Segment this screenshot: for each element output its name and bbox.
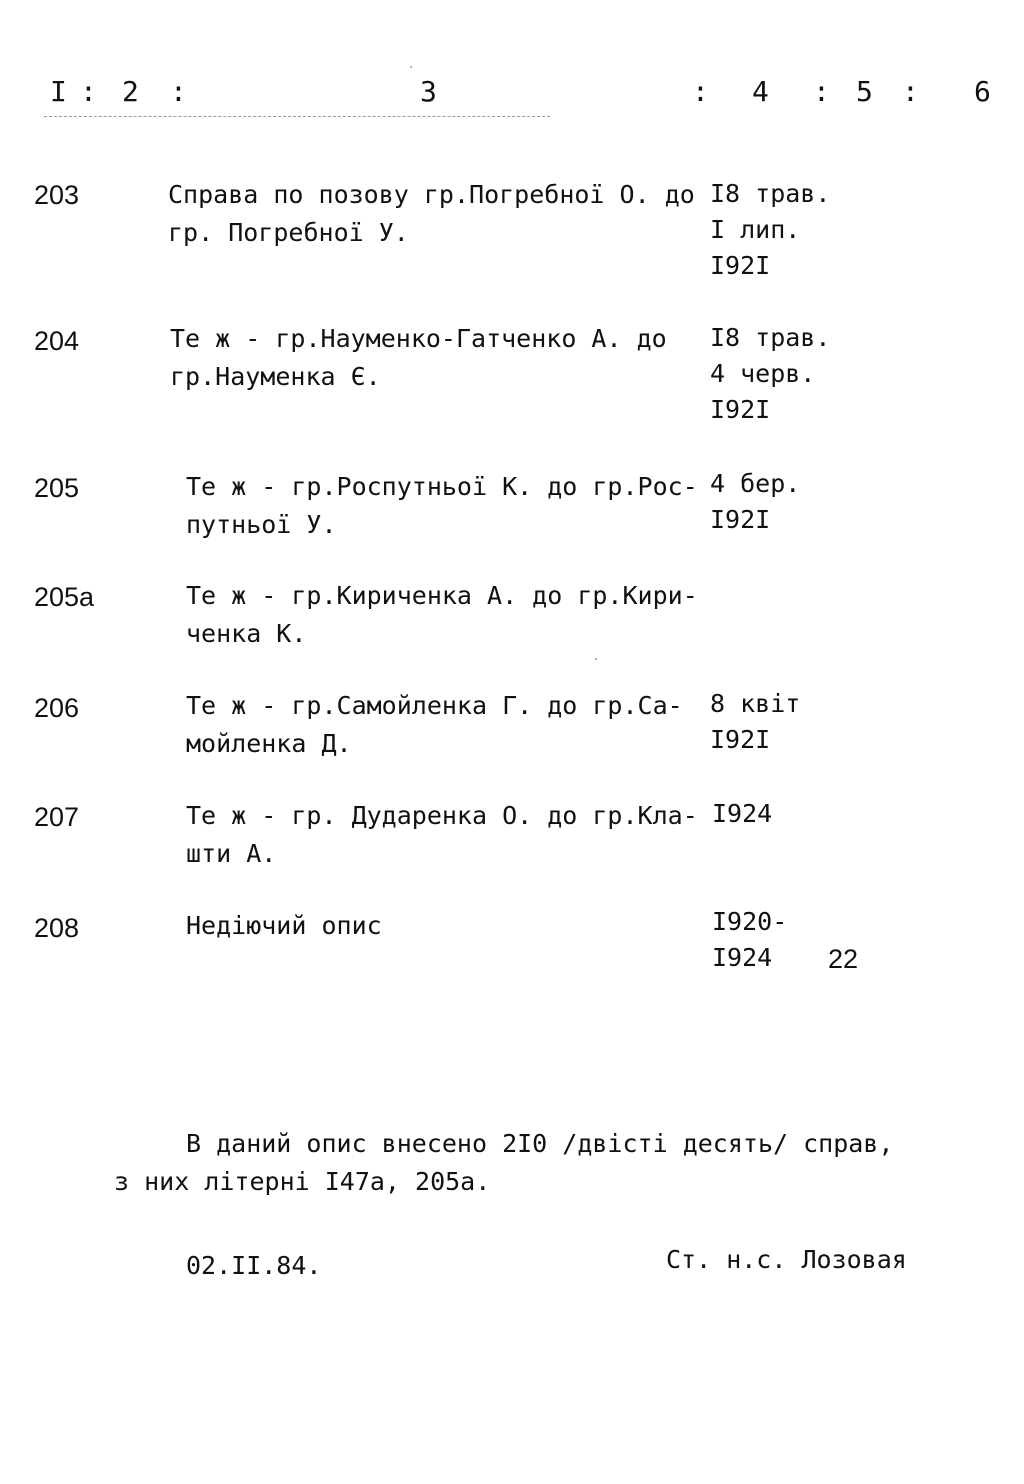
header-underline — [44, 116, 550, 117]
document-date: 02.II.84. — [186, 1251, 322, 1280]
column-5-label: 5 — [856, 75, 873, 108]
column-4-label: 4 — [752, 75, 769, 108]
row-page-count: 22 — [828, 944, 859, 974]
summary-line: з них літерні I47а, 205а. — [114, 1167, 491, 1196]
row-dates — [712, 904, 787, 976]
row-dates — [712, 796, 772, 832]
row-number: 204 — [34, 326, 80, 356]
description-line: Те ж - гр. Дударенка О. до гр.Кла- — [186, 801, 698, 830]
signature: Ст. н.с. Лозовая — [666, 1245, 907, 1274]
row-description — [186, 468, 698, 544]
date-line: I924 — [712, 799, 773, 828]
date-line: I92I — [710, 251, 771, 280]
column-2-label: 2 — [122, 75, 139, 108]
column-separator: : — [902, 75, 919, 108]
date-line: I8 трав. — [710, 323, 831, 352]
description-line: Те ж - гр.Науменко-Гатченко А. до — [170, 324, 667, 353]
date-line: I8 трав. — [710, 179, 831, 208]
description-line: Те ж - гр.Кириченка А. до гр.Кири- — [186, 581, 698, 610]
description-line: гр.Науменка Є. — [170, 362, 381, 391]
row-description — [186, 797, 698, 873]
row-description — [168, 176, 695, 252]
scan-speck — [595, 658, 597, 660]
row-number: 205а — [34, 582, 95, 612]
column-separator: : — [80, 75, 97, 108]
date-line: I924 — [712, 943, 773, 972]
row-number: 206 — [34, 693, 80, 723]
column-1-label: I — [50, 75, 67, 108]
date-line: I92I — [710, 505, 771, 534]
row-number: 208 — [34, 913, 80, 943]
row-dates — [710, 320, 830, 428]
description-line: шти А. — [186, 839, 277, 868]
description-line: Те ж - гр.Роспутньої К. до гр.Рос- — [186, 472, 698, 501]
column-separator: : — [813, 75, 830, 108]
date-line: I92I — [710, 395, 771, 424]
scan-speck — [410, 66, 412, 68]
description-line: путньої У. — [186, 510, 337, 539]
description-line: Те ж - гр.Самойленка Г. до гр.Са- — [186, 691, 683, 720]
description-line: Недіючий опис — [186, 911, 382, 940]
description-line: гр. Погребної У. — [168, 218, 409, 247]
row-number: 203 — [34, 180, 80, 210]
column-6-label: 6 — [974, 75, 991, 108]
row-dates — [710, 176, 830, 284]
description-line: Справа по позову гр.Погребної О. до — [168, 180, 695, 209]
row-dates — [710, 686, 800, 758]
date-line: 4 черв. — [710, 359, 816, 388]
date-line: 4 бер. — [710, 469, 801, 498]
description-line: мойленка Д. — [186, 729, 352, 758]
row-description — [186, 687, 683, 763]
description-line: ченка К. — [186, 619, 307, 648]
row-description — [186, 907, 382, 945]
date-line: I92I — [710, 725, 771, 754]
row-number: 205 — [34, 473, 80, 503]
date-line: I920- — [712, 907, 788, 936]
row-description — [170, 320, 667, 396]
column-separator: : — [170, 75, 187, 108]
row-number: 207 — [34, 802, 80, 832]
column-separator: : — [692, 75, 709, 108]
summary-line: В даний опис внесено 2I0 /двісті десять/ справ, — [186, 1129, 894, 1158]
date-line: 8 квіт — [710, 689, 801, 718]
row-dates — [710, 466, 800, 538]
column-3-label: 3 — [420, 75, 437, 108]
row-description — [186, 577, 698, 653]
date-line: I лип. — [710, 215, 801, 244]
